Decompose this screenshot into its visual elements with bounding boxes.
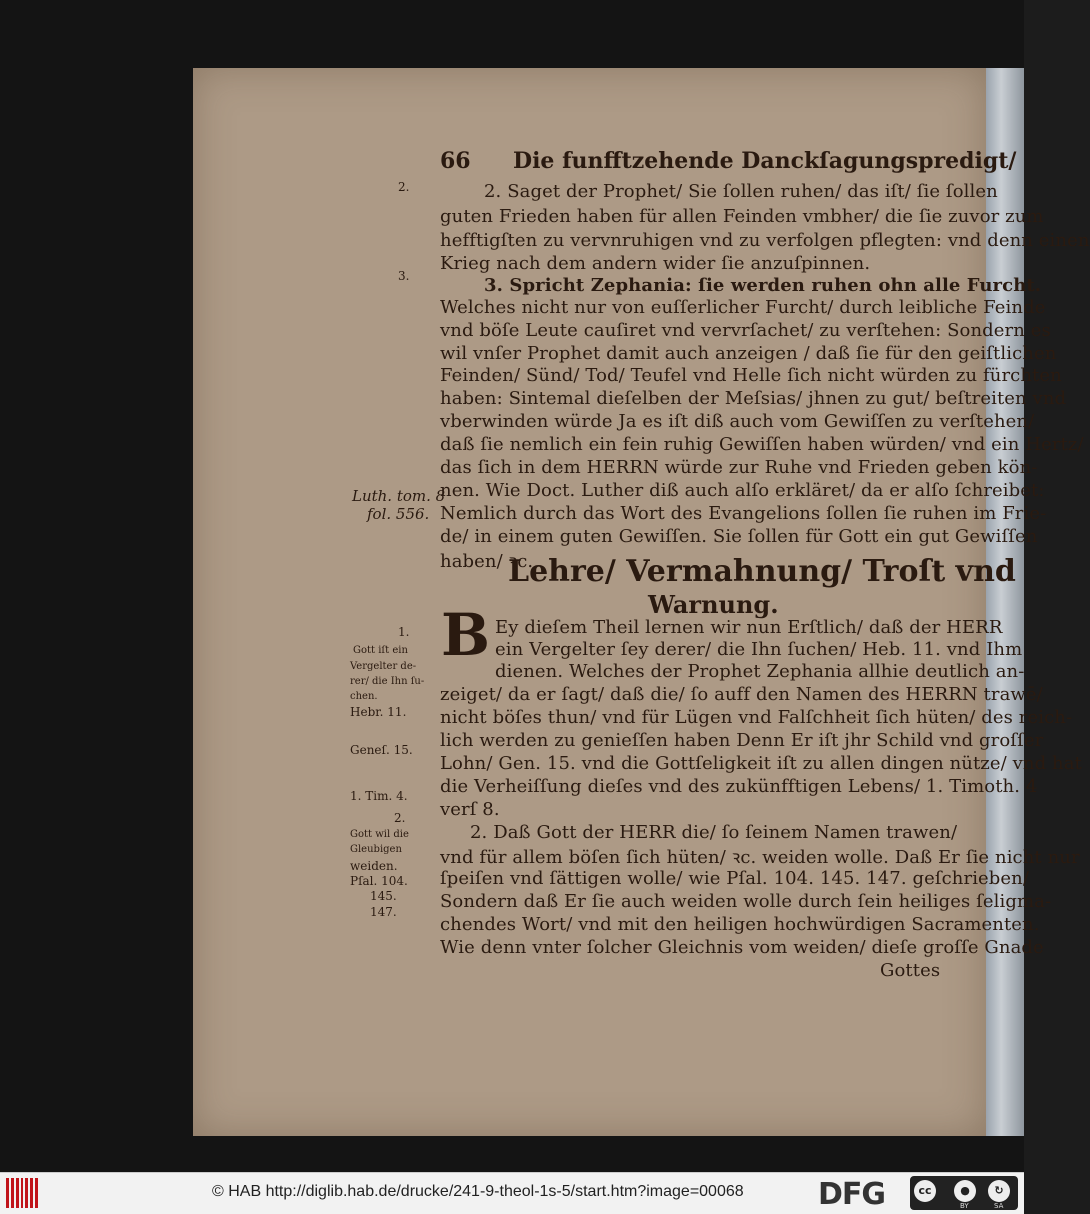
margin-note: 2. <box>394 811 406 825</box>
body-line: die Verheiſſung dieſes vnd des zukünfftigen Lebens/ 1. Timoth. 4 <box>440 776 1038 797</box>
body-line: wil vnſer Prophet damit auch anzeigen / daß ſie für den geiſtlichen <box>440 343 1057 364</box>
body-line: das ſich in dem HERRN würde zur Ruhe vnd Frieden geben kön- <box>440 457 1038 478</box>
book-page <box>193 68 986 1136</box>
body-line: Sondern daß Er ſie auch weiden wolle durch ſein heiliges ſeligma- <box>440 891 1052 912</box>
body-line: vnd böſe Leute cauſiret vnd vervrſachet/ zu verſtehen: Sondern es <box>440 320 1051 341</box>
page-number: 66 <box>440 148 471 174</box>
margin-note: chen. <box>350 691 378 702</box>
margin-note: Luth. tom. 8 <box>352 487 446 505</box>
body-line: chendes Wort/ vnd mit den heiligen hochwürdigen Sacramenten. <box>440 914 1040 935</box>
share-alike-icon: ↻ <box>988 1180 1010 1202</box>
body-line: haben/ ꝛc. <box>440 551 534 572</box>
body-line: vberwinden würde Ja es iſt diß auch vom Gewiſſen zu verſtehen/ <box>440 411 1035 432</box>
body-line: hefftigſten zu vervnruhigen vnd zu verfolgen pflegten: vnd denn einen <box>440 230 1090 251</box>
body-line: 3. Spricht Zephania: ſie werden ruhen ohn alle Furcht. <box>484 275 1042 296</box>
body-line: Nemlich durch das Wort des Evangelions ſollen ſie ruhen im Frie- <box>440 503 1047 524</box>
section-heading-cont: Warnung. <box>648 590 779 619</box>
body-line: dienen. Welches der Prophet Zephania allhie deutlich an- <box>495 661 1025 682</box>
margin-note: 2. <box>398 180 410 194</box>
footer-bar <box>0 1172 1024 1214</box>
margin-note: Gott wil die <box>350 829 409 840</box>
margin-note: fol. 556. <box>367 505 430 523</box>
barcode-icon <box>6 1178 38 1208</box>
margin-note: weiden. <box>350 859 398 873</box>
dfg-logo[interactable]: DFG <box>818 1177 886 1212</box>
page-edge <box>986 68 1024 1136</box>
body-line: Feinden/ Sünd/ Tod/ Teufel vnd Helle ſich nicht würden zu fürchten <box>440 365 1062 386</box>
section-heading: Lehre/ Vermahnung/ Troſt vnd <box>508 554 1016 589</box>
body-line: ein Vergelter ſey derer/ die Ihn ſuchen/ Heb. 11. vnd Ihm <box>495 639 1023 660</box>
cc-icon: cc <box>914 1180 936 1202</box>
margin-note: 3. <box>398 269 410 283</box>
person-icon: ● <box>954 1180 976 1202</box>
margin-note: Hebr. 11. <box>350 705 407 719</box>
margin-note: 145. <box>370 889 397 903</box>
catchword: Gottes <box>880 960 941 981</box>
body-line: 2. Daß Gott der HERR die/ ſo ſeinem Namen trawen/ <box>470 822 958 843</box>
body-line: nen. Wie Doct. Luther diß auch alſo erkläret/ da er alſo ſchreibet: <box>440 480 1045 501</box>
body-line: ſpeiſen vnd ſättigen wolle/ wie Pſal. 104. 145. 147. geſchrieben/ <box>440 868 1030 889</box>
body-line: haben: Sintemal dieſelben der Meſsias/ jhnen zu gut/ beſtreiten vnd <box>440 388 1067 409</box>
sa-label: SA <box>994 1202 1004 1210</box>
citation-link[interactable]: © HAB http://diglib.hab.de/drucke/241-9-theol-1s-5/start.htm?image=00068 <box>212 1183 744 1200</box>
margin-note: rer/ die Ihn ſu- <box>350 676 425 687</box>
body-line: Ey dieſem Theil lernen wir nun Erſtlich/ daß der HERR <box>495 617 1003 638</box>
drop-cap: B <box>441 601 491 669</box>
body-line: 2. Saget der Prophet/ Sie ſollen ruhen/ das iſt/ ſie ſollen <box>484 181 998 202</box>
margin-note: Gott iſt ein <box>353 645 408 656</box>
body-line: Lohn/ Gen. 15. vnd die Gottſeligkeit iſt zu allen dingen nütze/ vnd hat <box>440 753 1082 774</box>
body-line: guten Frieden haben für allen Feinden vmbher/ die ſie zuvor zum <box>440 206 1044 227</box>
margin-note: Gleubigen <box>350 844 402 855</box>
body-line: Krieg nach dem andern wider ſie anzuſpinnen. <box>440 253 871 274</box>
body-line: Wie denn vnter ſolcher Gleichnis vom weiden/ dieſe groſſe Gnade <box>440 937 1044 958</box>
body-line: vnd für allem böſen ſich hüten/ ꝛc. weiden wolle. Daß Er ſie nicht nur <box>440 847 1080 868</box>
body-line: zeiget/ da er ſagt/ daß die/ ſo auff den Namen des HERRN trawē/ <box>440 684 1043 705</box>
margin-note: Vergelter de- <box>350 661 417 672</box>
by-label: BY <box>960 1202 969 1210</box>
body-line: lich werden zu genieſſen haben Denn Er iſt jhr Schild vnd groſſer <box>440 730 1044 751</box>
body-line: verſ 8. <box>440 799 500 820</box>
cc-by-sa-icon[interactable] <box>910 1176 1018 1210</box>
body-line: daß ſie nemlich ein fein ruhig Gewiſſen haben würden/ vnd ein Hertz/ <box>440 434 1084 455</box>
margin-note: Pſal. 104. <box>350 874 408 888</box>
running-title: Die funfftzehende Danckſagungspredigt/ <box>513 148 1017 174</box>
body-line: Welches nicht nur von euſſerlicher Furcht/ durch leibliche Feinde <box>440 297 1046 318</box>
body-line: nicht böſes thun/ vnd für Lügen vnd Falſchheit ſich hüten/ des reich- <box>440 707 1073 728</box>
margin-note: Geneſ. 15. <box>350 743 413 757</box>
margin-note: 147. <box>370 905 397 919</box>
body-line: de/ in einem guten Gewiſſen. Sie ſollen für Gott ein gut Gewiſſen <box>440 526 1038 547</box>
margin-note: 1. <box>398 625 410 639</box>
margin-note: 1. Tim. 4. <box>350 789 408 803</box>
